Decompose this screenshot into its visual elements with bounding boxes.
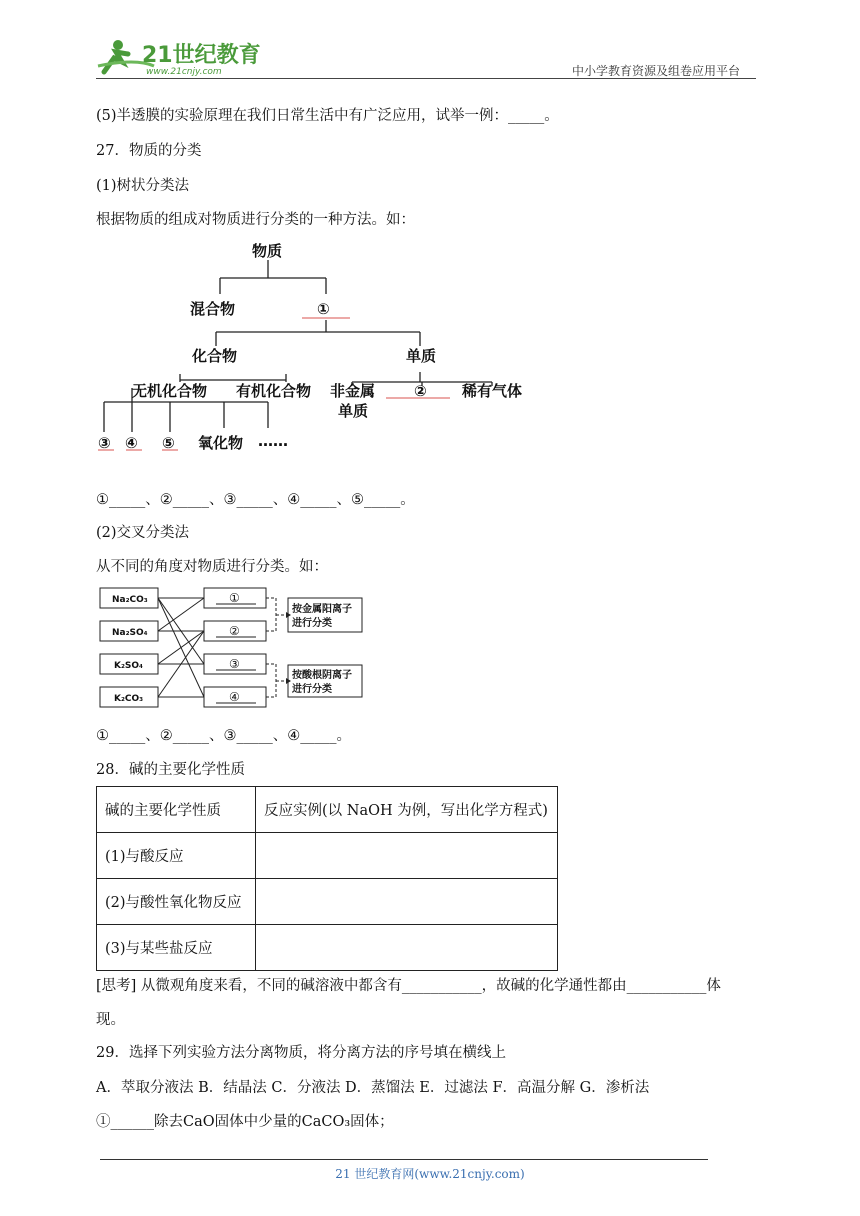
q28-think-line2: 现。 xyxy=(96,1012,125,1028)
table-header-cell: 反应实例(以 NaOH 为例，写出化学方程式) xyxy=(256,787,558,833)
table-answer-cell xyxy=(256,925,558,971)
q27-title: 27．物质的分类 xyxy=(96,143,202,159)
tree-organic: 有机化合物 xyxy=(236,382,312,400)
table-cell: (1)与酸反应 xyxy=(97,833,256,879)
cat-cation-line2: 进行分类 xyxy=(292,618,332,629)
tree-blank-3: ③ xyxy=(98,434,111,452)
footer-link[interactable]: 21 世纪教育网(www.21cnjy.com) xyxy=(335,1167,525,1181)
table-header-cell: 碱的主要化学性质 xyxy=(97,787,256,833)
q27-1-blanks: ①_____、②_____、③_____、④_____、⑤_____。 xyxy=(96,492,415,508)
tree-nonmetal-line1: 非金属 xyxy=(330,382,376,400)
cat-anion-line1: 按酸根阴离子 xyxy=(292,670,352,681)
q29-options: A．萃取分液法 B．结晶法 C．分液法 D．蒸馏法 E．过滤法 F．高温分解 G．渗析法 xyxy=(96,1080,650,1096)
tree-noble-gas: 稀有气体 xyxy=(462,382,523,400)
q27-1-heading: (1)树状分类法 xyxy=(96,178,190,194)
logo-url: www.21cnjy.com xyxy=(146,67,222,77)
cross-blank-2: ② xyxy=(229,624,240,638)
salt-na2so4: Na₂SO₄ xyxy=(112,628,148,638)
tree-compound: 化合物 xyxy=(192,347,238,365)
cat-anion-line2: 进行分类 xyxy=(292,684,332,695)
base-properties-table xyxy=(96,786,558,971)
table-answer-cell xyxy=(256,833,558,879)
tree-oxide: 氧化物 xyxy=(198,434,244,452)
table-cell: (3)与某些盐反应 xyxy=(97,925,256,971)
tree-root: 物质 xyxy=(252,242,283,260)
table-answer-cell xyxy=(256,879,558,925)
table-cell: (2)与酸性氧化物反应 xyxy=(97,879,256,925)
tree-mixture: 混合物 xyxy=(190,300,236,318)
cross-blank-1: ① xyxy=(229,591,240,605)
tree-blank-1: ① xyxy=(317,300,330,318)
q27-2-desc: 从不同的角度对物质进行分类。如： xyxy=(96,559,328,575)
tree-blank-5: ⑤ xyxy=(162,434,175,452)
platform-name: 中小学教育资源及组卷应用平台 xyxy=(572,64,741,78)
logo xyxy=(96,36,266,78)
header-rule xyxy=(96,78,756,79)
table-row xyxy=(97,833,558,879)
cat-cation-line1: 按金属阳离子 xyxy=(292,604,352,615)
q28-title: 28．碱的主要化学性质 xyxy=(96,762,245,778)
q29-item-1: ①______除去CaO固体中少量的CaCO₃固体； xyxy=(96,1114,394,1130)
q27-2-heading: (2)交叉分类法 xyxy=(96,525,190,541)
table-header-row xyxy=(97,787,558,833)
salt-k2co3: K₂CO₃ xyxy=(114,694,144,704)
logo-text: 21世纪教育 xyxy=(142,43,261,68)
q27-2-blanks: ①_____、②_____、③_____、④_____。 xyxy=(96,728,351,744)
table-row xyxy=(97,879,558,925)
tree-nonmetal-line2: 单质 xyxy=(338,402,369,420)
cross-blank-3: ③ xyxy=(229,657,240,671)
salt-k2so4: K₂SO₄ xyxy=(114,661,143,671)
footer-rule xyxy=(100,1159,708,1160)
tree-inorganic: 无机化合物 xyxy=(132,382,208,400)
tree-ellipsis: …… xyxy=(258,432,288,450)
cross-blank-4: ④ xyxy=(229,690,240,704)
logo-runner-head xyxy=(113,40,123,50)
tree-element: 单质 xyxy=(406,347,437,365)
tree-blank-2: ② xyxy=(414,382,427,400)
tree-diagram xyxy=(90,236,550,458)
q26-5-line: (5)半透膜的实验原理在我们日常生活中有广泛应用，试举一例：_____。 xyxy=(96,108,559,124)
cross-diagram xyxy=(96,584,368,714)
q27-1-desc: 根据物质的组成对物质进行分类的一种方法。如： xyxy=(96,212,415,228)
q28-think-line1: [思考] 从微观角度来看，不同的碱溶液中都含有___________，故碱的化学通性都由___________体 xyxy=(96,978,721,994)
salt-na2co3: Na₂CO₃ xyxy=(112,595,148,605)
q29-title: 29．选择下列实验方法分离物质，将分离方法的序号填在横线上 xyxy=(96,1045,506,1061)
tree-blank-4: ④ xyxy=(125,434,138,452)
table-row xyxy=(97,925,558,971)
